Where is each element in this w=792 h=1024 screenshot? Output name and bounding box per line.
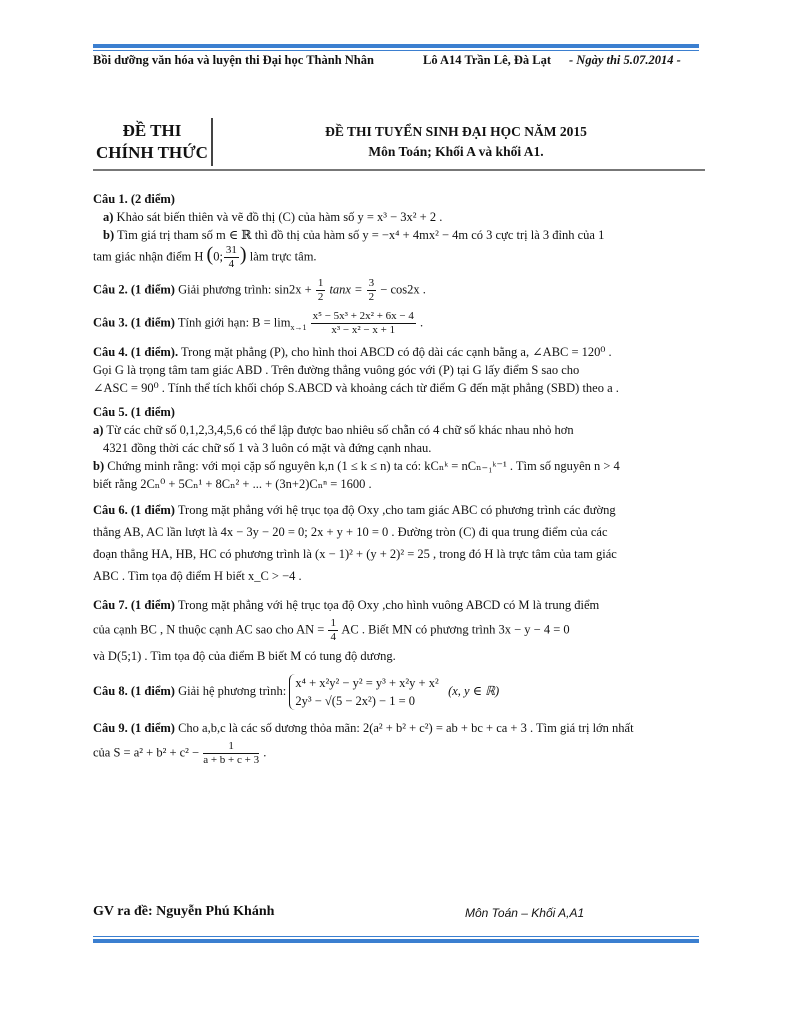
q8-system — [289, 674, 438, 710]
q3-limit-sub: x→1 — [290, 322, 307, 332]
question-5 — [93, 403, 705, 493]
q8-eq2: 2y³ − √(5 − 2x²) − 1 = 0 — [295, 694, 416, 708]
q7-heading: Câu 7. (1 điểm) — [93, 598, 175, 612]
official-line1: ĐỀ THI — [122, 121, 182, 140]
q1a-label: a) — [103, 210, 114, 224]
q4-text3: ∠ASC = 90⁰ . Tính thể tích khối chóp S.ABCD và khoảng cách từ điểm G đến mặt phẳng (SBD) theo a . — [93, 381, 619, 395]
question-7 — [93, 593, 705, 668]
title-block — [93, 118, 699, 170]
question-9: Câu 9. (1 điểm) Cho a,b,c là các số dương thỏa mãn: 2(a² + b² + c²) = ab + bc + ca + 3 . Tìm giá trị lớn nhất của S = a² + b² + c² − $\frac{1}{a + b + c + 3}$ . — [93, 721, 634, 766]
q7-text: Trong mặt phẳng với hệ trục tọa độ Oxy ,cho hình vuông ABCD có M là trung điểm — [177, 598, 600, 612]
q9-text2: của S = a² + b² + c² − — [93, 745, 200, 760]
q3-fraction: $\frac{\text{x⁵ − 5x³ + 2x² + 6x − 4}}{\text{x³ − x² − x + 1}}$ — [312, 310, 414, 336]
q6-text3: đoạn thẳng HA, HB, HC có phương trình là (x − 1)² + (y + 2)² = 25 , trong đó H là trực tâm của tam giác — [93, 547, 617, 561]
question-1: Câu 1. (2 điểm) a) Khảo sát biến thiên và vẽ đồ thị (C) của hàm số y = x³ − 3x² + 2 . b) Tìm giá trị tham số m ∈ ℝ thì đồ thị của hàm số y = −x⁴ + 4mx² − 4m có 3 cực trị là 3 đỉnh của 1 tam giác nhận điểm H (0; $\frac{31}{4}$ ) làm trực tâm. — [93, 192, 605, 270]
q1a-text: Khảo sát biến thiên và vẽ đồ thị (C) của hàm số y = x³ − 3x² + 2 . — [116, 210, 443, 224]
question-4 — [93, 343, 705, 397]
header-rule-thick — [93, 44, 699, 48]
header-rule-thin — [93, 50, 699, 51]
question-6 — [93, 499, 705, 587]
q2-fraction-1: $\frac{1}{2}$ — [317, 277, 324, 303]
q5b-text2: biết rằng 2Cₙ⁰ + 5Cₙ¹ + 8Cₙ² + ... + (3n+2)Cₙⁿ = 1600 . — [93, 477, 372, 491]
q6-text2: thẳng AB, AC lần lượt là 4x − 3y − 20 = 0; 2x + y + 10 = 0 . Đường tròn (C) đi qua trung điểm của các — [93, 525, 608, 539]
q7-fraction: $\frac{1}{4}$ — [330, 617, 336, 643]
q1b-text3: làm trực tâm. — [249, 249, 317, 264]
question-3: Câu 3. (1 điểm) Tính giới hạn: $B = \lim_{x\to 1}$ $\frac{\text{x⁵ − 5x³ + 2x² + 6x − 4}}{\text{x³ − x² − x + 1}}$ . — [93, 310, 424, 336]
q1-heading: Câu 1. (2 điểm) — [93, 192, 175, 206]
q6-text4: ABC . Tìm tọa độ điểm H biết x_C > −4 . — [93, 569, 302, 583]
footer-rule-thick — [93, 939, 699, 943]
exam-title-main: ĐỀ THI TUYỂN SINH ĐẠI HỌC NĂM 2015 — [325, 124, 587, 139]
footer-subject: Môn Toán – Khối A,A1 — [465, 906, 585, 920]
exam-title — [213, 122, 699, 162]
q4-text2: Gọi G là trọng tâm tam giác ABD . Trên đường thẳng vuông góc với (P) tại G lấy điểm S sao cho — [93, 363, 580, 377]
q5a-text: Từ các chữ số 0,1,2,3,4,5,6 có thể lập được bao nhiêu số chẵn có 4 chữ số khác nhau nhỏ hơn — [106, 423, 574, 437]
question-2 — [93, 277, 705, 304]
q1b-point: 0; — [213, 249, 223, 264]
q8-text: Giải hệ phương trình: — [178, 683, 287, 698]
q6-text: Trong mặt phẳng với hệ trục tọa độ Oxy ,cho tam giác ABC có phương trình các đường — [177, 503, 616, 517]
exam-title-sub: Môn Toán; Khối A và khối A1. — [368, 144, 544, 159]
q2-fraction-2: $\frac{3}{2}$ — [368, 277, 375, 303]
q2-text: Giải phương trình: sin2x + — [178, 282, 312, 297]
q1b-fraction: $\frac{31}{4}$ — [225, 244, 237, 270]
q7-text4: và D(5;1) . Tìm tọa độ của điểm B biết M có tung độ dương. — [93, 649, 396, 663]
q1b-text: Tìm giá trị tham số m ∈ ℝ thì đồ thị của hàm số y = −x⁴ + 4mx² − 4m có 3 cực trị là 3 đỉnh của 1 — [117, 228, 605, 242]
q3-text: Tính giới hạn: B = lim — [177, 315, 291, 330]
footer-rule-thin — [93, 936, 699, 937]
official-line2: CHÍNH THỨC — [96, 143, 208, 162]
q7-text2: của cạnh BC , N thuộc cạnh AC sao cho AN = — [93, 622, 325, 637]
q5b-label: b) — [93, 459, 105, 473]
title-underline — [93, 169, 705, 171]
q9-text: Cho a,b,c là các số dương thỏa mãn: 2(a² + b² + c²) = ab + bc + ca + 3 . Tìm giá trị lớn nhất — [178, 721, 634, 735]
q7-text3: AC . Biết MN có phương trình 3x − y − 4 = 0 — [341, 622, 570, 637]
q5a-text2: 4321 đồng thời các chữ số 1 và 3 luôn có mặt và đứng cạnh nhau. — [103, 441, 432, 455]
q4-text: Trong mặt phẳng (P), cho hình thoi ABCD có độ dài các cạnh bằng a, ∠ABC = 120⁰ . — [180, 345, 612, 359]
q3-heading: Câu 3. (1 điểm) — [93, 315, 175, 330]
header-date: - Ngày thi 5.07.2014 - — [569, 53, 681, 67]
footer-author: GV ra đề: Nguyễn Phú Khánh — [93, 904, 275, 919]
q4-heading: Câu 4. (1 điểm). — [93, 345, 179, 359]
q5b-text: Chứng minh rằng: với mọi cặp số nguyên k,n (1 ≤ k ≤ n) ta có: kCₙᵏ = nCₙ₋₁ᵏ⁻¹ . Tìm số nguyên n > 4 — [107, 459, 620, 473]
exam-content — [93, 190, 705, 773]
q5-heading: Câu 5. (1 điểm) — [93, 405, 175, 419]
q2-heading: Câu 2. (1 điểm) — [93, 282, 175, 297]
q5a-label: a) — [93, 423, 104, 437]
q1b-text2: tam giác nhận điểm H — [93, 249, 204, 264]
q2-mid: tanx = — [329, 282, 363, 297]
q9-fraction: $\frac{1}{a + b + c + 3}$ — [203, 740, 260, 766]
header-school: Bồi dưỡng văn hóa và luyện thi Đại học Thành Nhân — [93, 53, 374, 67]
q8-domain: (x, y ∈ ℝ) — [448, 683, 500, 698]
question-8 — [93, 674, 705, 710]
q1b-label: b) — [103, 228, 115, 242]
q6-heading: Câu 6. (1 điểm) — [93, 503, 175, 517]
header-address: Lô A14 Trần Lê, Đà Lạt — [423, 53, 552, 67]
q8-eq1: x⁴ + x²y² − y² = y³ + x²y + x² — [295, 676, 439, 690]
official-label — [93, 120, 211, 164]
q2-end: − cos2x . — [380, 282, 426, 297]
q8-heading: Câu 8. (1 điểm) — [93, 683, 175, 698]
q9-heading: Câu 9. (1 điểm) — [93, 721, 175, 735]
